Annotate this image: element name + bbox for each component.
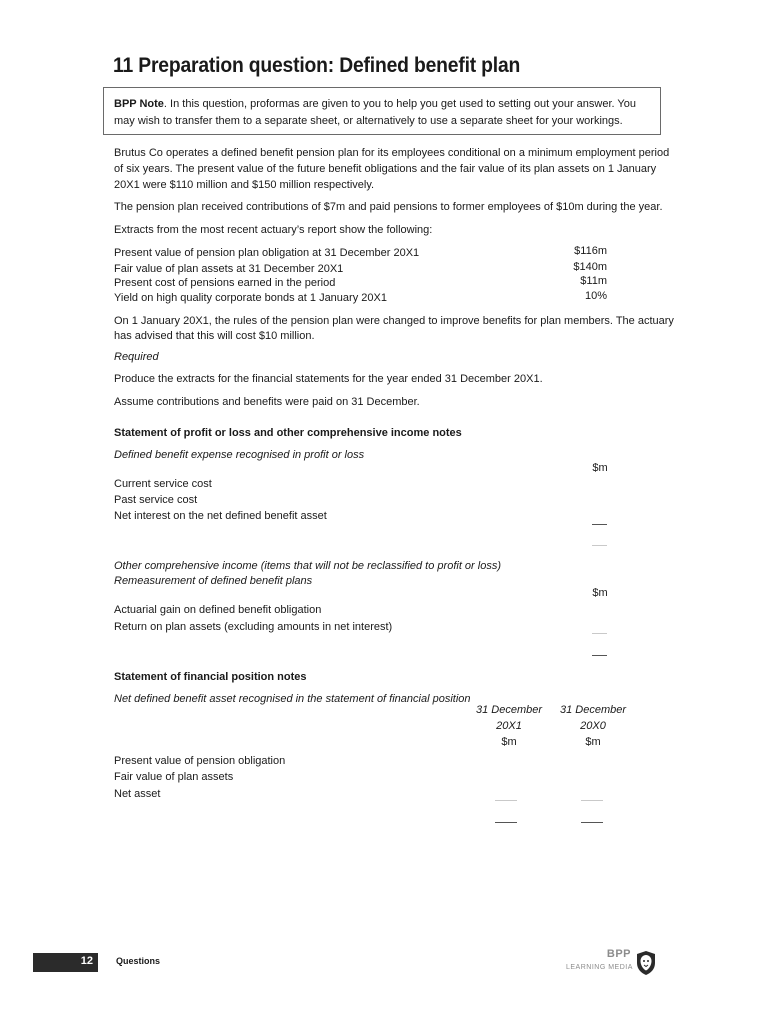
note-body: . In this question, proformas are given to you to help you get used to setting out your answer. You may wish to transfer them to a separate sheet, or alternatively to use a separate sheet for your workings.: [114, 98, 636, 127]
sofp-col1-subtotal-line: [495, 800, 517, 801]
oci-row: Actuarial gain on defined benefit obligation: [114, 604, 322, 616]
oci-subtotal-line: [592, 633, 607, 634]
pl-row: Current service cost: [114, 478, 212, 490]
pl-row: Net interest on the net defined benefit asset: [114, 510, 327, 522]
sofp-row: Present value of pension obligation: [114, 755, 286, 767]
note-label: BPP Note: [114, 98, 164, 110]
logo-text: BPP: [606, 948, 631, 960]
sofp-col2-unit: $m: [585, 736, 601, 748]
sofp-col2-total-line: [581, 822, 603, 823]
oci-total-line: [592, 655, 607, 656]
oci-heading: Other comprehensive income (items that will not be reclassified to profit or loss): [114, 560, 501, 572]
intro-line-3: 20X1 were $110 million and $150 million respectively.: [114, 179, 375, 191]
actuary-row-value: $116m: [574, 245, 607, 257]
note-text: [114, 96, 654, 130]
extracts-intro: Extracts from the most recent actuary’s report show the following:: [114, 224, 433, 236]
pl-subtotal-line: [592, 524, 607, 525]
sofp-col1-unit: $m: [501, 736, 517, 748]
required-assumption: Assume contributions and benefits were paid on 31 December.: [114, 396, 420, 408]
oci-subheading: Remeasurement of defined benefit plans: [114, 575, 313, 587]
plan-change-line-1: On 1 January 20X1, the rules of the pension plan were changed to improve benefits for plan members. The actuary: [114, 315, 674, 327]
oci-row: Return on plan assets (excluding amounts in net interest): [114, 621, 393, 633]
sofp-row: Net asset: [114, 788, 161, 800]
sofp-col2-header: 31 December: [559, 704, 627, 716]
sofp-col2-year: 20X0: [580, 720, 606, 732]
intro-line-2: of six years. The present value of the future benefit obligations and the fair value of its plan assets on 1 January: [114, 163, 657, 175]
page-number: 12: [80, 955, 93, 967]
oci-unit: $m: [592, 587, 608, 599]
required-label: Required: [114, 351, 159, 363]
actuary-row-label: Present value of pension plan obligation at 31 December 20X1: [114, 247, 420, 259]
pl-heading: Statement of profit or loss and other comprehensive income notes: [114, 427, 462, 439]
lion-logo-icon: [635, 950, 657, 981]
actuary-row-label: Fair value of plan assets at 31 December 20X1: [114, 263, 344, 275]
actuary-row-value: $140m: [573, 261, 607, 273]
actuary-row-label: Yield on high quality corporate bonds at 1 January 20X1: [114, 292, 387, 304]
actuary-row-value: $11m: [580, 275, 607, 287]
pl-row: Past service cost: [114, 494, 198, 506]
footer-section-label: Questions: [116, 956, 161, 966]
plan-change-line-2: has advised that this will cost $10 million.: [114, 330, 315, 342]
required-task: Produce the extracts for the financial statements for the year ended 31 December 20X1.: [114, 373, 543, 385]
logo-subtext: LEARNING MEDIA: [566, 964, 633, 971]
pl-unit: $m: [592, 462, 608, 474]
pl-subheading: Defined benefit expense recognised in profit or loss: [114, 449, 365, 461]
pl-total-line: [592, 545, 607, 546]
sofp-col1-total-line: [495, 822, 517, 823]
intro-line-1: Brutus Co operates a defined benefit pension plan for its employees conditional on a minimum employment period: [114, 147, 670, 159]
sofp-heading: Statement of financial position notes: [114, 671, 307, 683]
page-title: 11 Preparation question: Defined benefit plan: [113, 54, 521, 77]
sofp-row: Fair value of plan assets: [114, 771, 234, 783]
actuary-row-value: 10%: [584, 290, 607, 302]
sofp-col1-header: 31 December: [475, 704, 543, 716]
actuary-row-label: Present cost of pensions earned in the period: [114, 277, 336, 289]
sofp-col2-subtotal-line: [581, 800, 603, 801]
sofp-col1-year: 20X1: [496, 720, 522, 732]
sofp-subheading: Net defined benefit asset recognised in the statement of financial position: [114, 693, 471, 705]
contributions-text: The pension plan received contributions of $7m and paid pensions to former employees of $10m during the year.: [114, 201, 663, 213]
